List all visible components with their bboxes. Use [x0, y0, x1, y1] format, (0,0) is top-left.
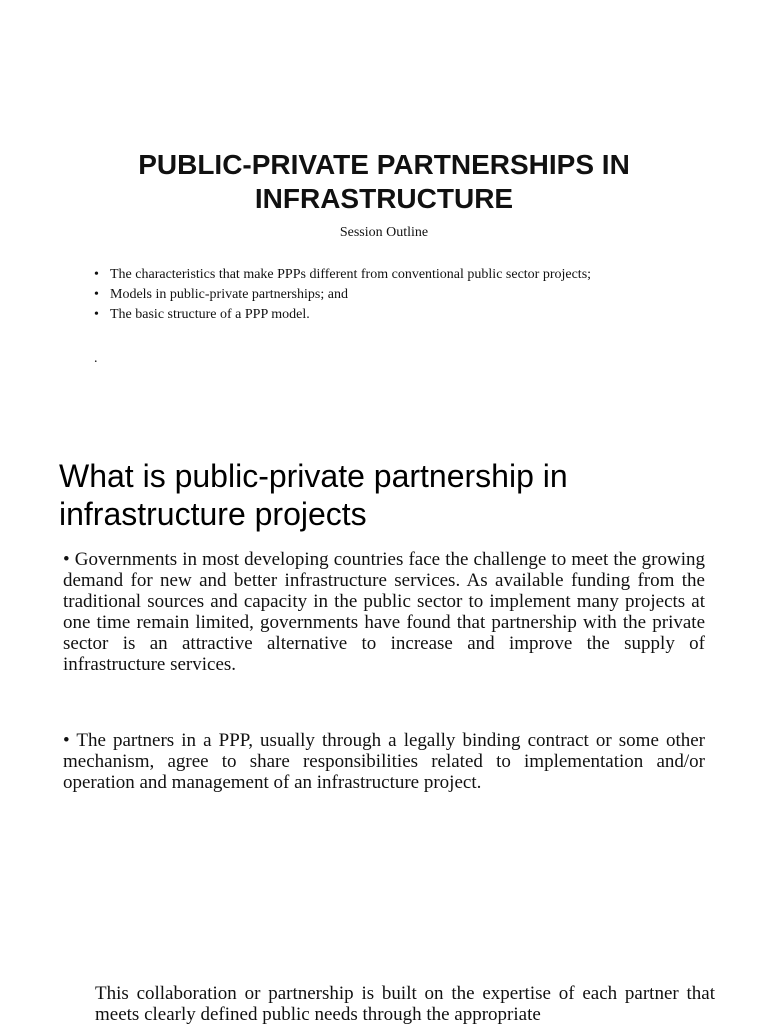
bullet-icon: •: [94, 267, 99, 282]
session-outline-list: [94, 265, 674, 325]
document-title-line-1: PUBLIC-PRIVATE PARTNERSHIPS IN: [138, 149, 630, 180]
outline-item-text: The basic structure of a PPP model.: [110, 307, 310, 322]
section-heading: What is public-private partnership in infrastructure projects: [59, 458, 568, 532]
bullet-icon: •: [94, 307, 99, 322]
outline-item-text: Models in public-private partnerships; and: [110, 287, 348, 302]
section-paragraph: • The partners in a PPP, usually through a legally binding contract or some other mechanism, agree to share responsibilities related to implementation and/or operation and management of an infrastructure project.: [63, 730, 705, 793]
outline-item-text: The characteristics that make PPPs different from conventional public sector projects;: [110, 267, 592, 282]
session-outline-label: Session Outline: [339, 225, 429, 240]
outline-item: [94, 285, 674, 305]
outline-item: [94, 305, 674, 325]
document-title: [60, 148, 708, 216]
section-paragraph: • Governments in most developing countries face the challenge to meet the growing demand for new and better infrastructure services. As available funding from the traditional sources and capacity in the public sector to implement many projects at one time remain limited, governments have found that partnership with the private sector is an attractive alternative to increase and improve the supply of infrastructure services.: [63, 549, 705, 675]
section-paragraph: This collaboration or partnership is built on the expertise of each partner that meets clearly defined public needs through the appropriate: [95, 983, 715, 1024]
document-title-line-2: INFRASTRUCTURE: [254, 183, 514, 214]
outline-item: [94, 265, 674, 285]
outline-trailing-mark: .: [94, 351, 98, 366]
bullet-icon: •: [94, 287, 99, 302]
